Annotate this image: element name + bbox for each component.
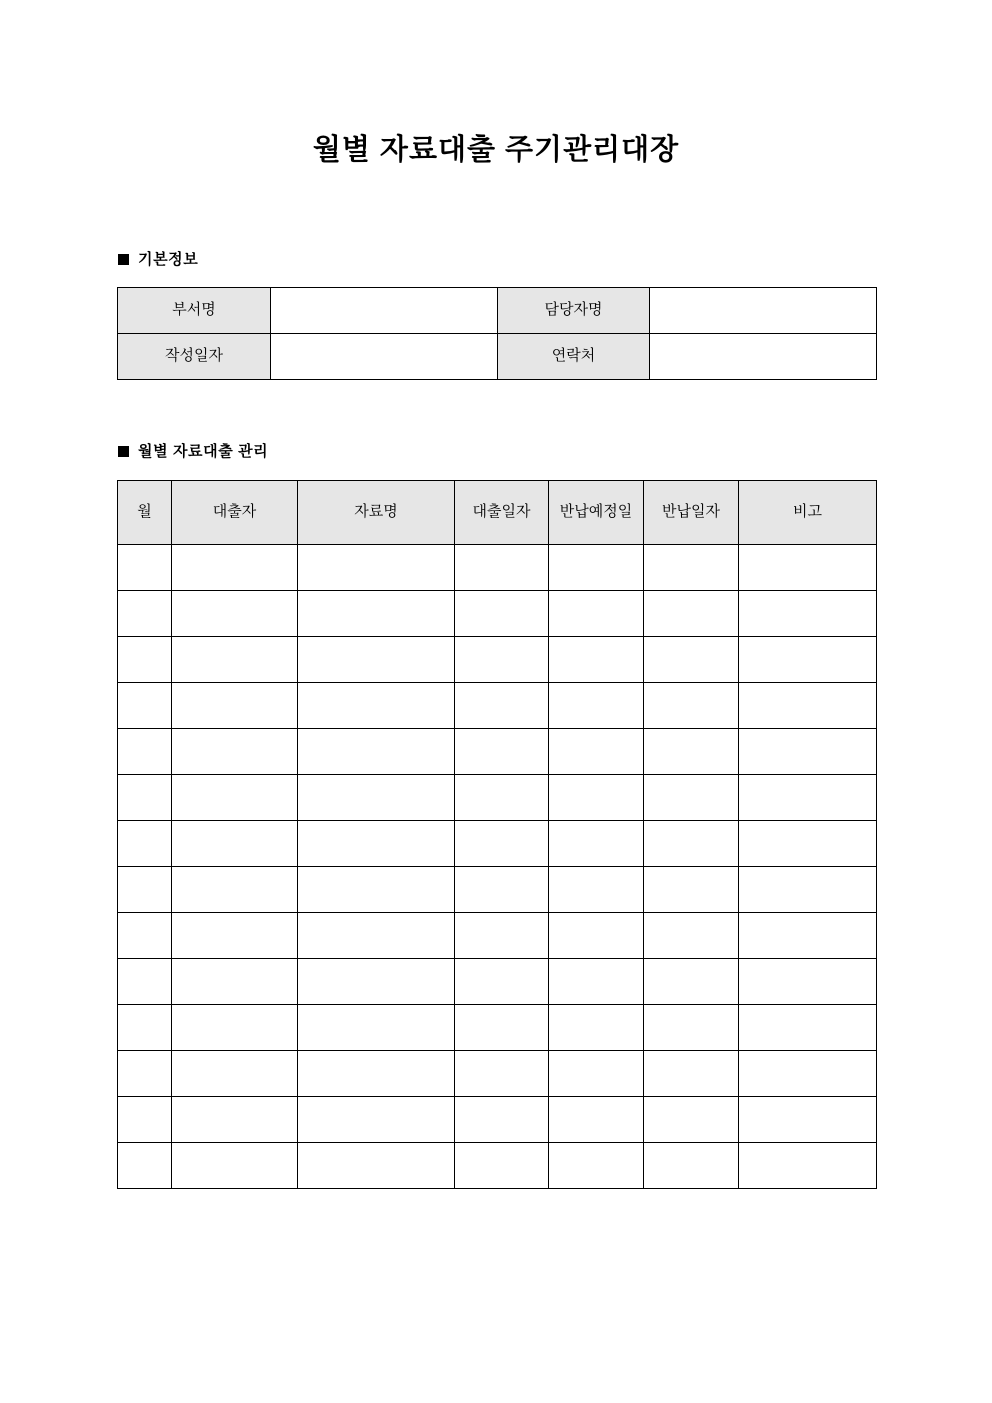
section-heading-monthly-loan	[118, 444, 268, 459]
cell-month[interactable]	[118, 637, 172, 683]
basic-info-table	[117, 287, 877, 380]
cell-borrower[interactable]	[172, 775, 298, 821]
cell-material[interactable]	[298, 867, 455, 913]
cell-return-date[interactable]	[644, 1005, 739, 1051]
cell-return-date[interactable]	[644, 775, 739, 821]
cell-return-date[interactable]	[644, 545, 739, 591]
cell-borrower[interactable]	[172, 729, 298, 775]
page-title: 월별 자료대출 주기관리대장	[312, 134, 680, 166]
cell-loan-date[interactable]	[455, 545, 549, 591]
cell-borrower[interactable]	[172, 637, 298, 683]
cell-month[interactable]	[118, 729, 172, 775]
cell-month[interactable]	[118, 545, 172, 591]
cell-borrower[interactable]	[172, 1143, 298, 1189]
table-row	[118, 867, 877, 913]
cell-material[interactable]	[298, 821, 455, 867]
field-value-written-date[interactable]	[271, 334, 498, 380]
table-row	[118, 1143, 877, 1189]
cell-borrower[interactable]	[172, 1051, 298, 1097]
cell-due-date[interactable]	[549, 729, 644, 775]
cell-borrower[interactable]	[172, 867, 298, 913]
table-row	[118, 775, 877, 821]
cell-month[interactable]	[118, 1143, 172, 1189]
cell-loan-date[interactable]	[455, 1143, 549, 1189]
cell-return-date[interactable]	[644, 1143, 739, 1189]
cell-loan-date[interactable]	[455, 1051, 549, 1097]
cell-note[interactable]	[739, 867, 877, 913]
field-label-manager-name: 담당자명	[498, 288, 650, 334]
cell-loan-date[interactable]	[455, 591, 549, 637]
cell-note[interactable]	[739, 821, 877, 867]
table-row	[118, 637, 877, 683]
cell-borrower[interactable]	[172, 959, 298, 1005]
field-label-department: 부서명	[118, 288, 271, 334]
section-heading-monthly-loan-label: 월별 자료대출 관리	[138, 443, 269, 460]
cell-month[interactable]	[118, 775, 172, 821]
cell-due-date[interactable]	[549, 775, 644, 821]
field-value-manager-name[interactable]	[650, 288, 877, 334]
cell-due-date[interactable]	[549, 959, 644, 1005]
section-heading-basic-info	[118, 252, 198, 267]
cell-note[interactable]	[739, 1143, 877, 1189]
square-bullet-icon	[118, 446, 129, 457]
cell-note[interactable]	[739, 1097, 877, 1143]
cell-due-date[interactable]	[549, 683, 644, 729]
cell-note[interactable]	[739, 683, 877, 729]
cell-note[interactable]	[739, 545, 877, 591]
table-row	[118, 913, 877, 959]
column-header-material: 자료명	[298, 481, 455, 545]
cell-return-date[interactable]	[644, 729, 739, 775]
cell-material[interactable]	[298, 683, 455, 729]
table-row	[118, 729, 877, 775]
cell-month[interactable]	[118, 913, 172, 959]
field-value-department[interactable]	[271, 288, 498, 334]
cell-note[interactable]	[739, 591, 877, 637]
field-label-contact: 연락처	[498, 334, 650, 380]
field-label-written-date: 작성일자	[118, 334, 271, 380]
cell-loan-date[interactable]	[455, 729, 549, 775]
monthly-loan-table	[117, 480, 877, 1189]
cell-loan-date[interactable]	[455, 1097, 549, 1143]
cell-borrower[interactable]	[172, 1097, 298, 1143]
cell-material[interactable]	[298, 775, 455, 821]
cell-due-date[interactable]	[549, 1143, 644, 1189]
monthly-loan-table-body	[118, 545, 877, 1189]
cell-return-date[interactable]	[644, 1051, 739, 1097]
cell-month[interactable]	[118, 683, 172, 729]
cell-material[interactable]	[298, 591, 455, 637]
cell-material[interactable]	[298, 637, 455, 683]
table-row	[118, 545, 877, 591]
cell-note[interactable]	[739, 729, 877, 775]
section-heading-basic-info-label: 기본정보	[138, 251, 199, 268]
cell-note[interactable]	[739, 637, 877, 683]
cell-material[interactable]	[298, 545, 455, 591]
cell-month[interactable]	[118, 1051, 172, 1097]
cell-return-date[interactable]	[644, 637, 739, 683]
cell-month[interactable]	[118, 1097, 172, 1143]
cell-note[interactable]	[739, 1051, 877, 1097]
cell-material[interactable]	[298, 913, 455, 959]
table-row	[118, 959, 877, 1005]
cell-note[interactable]	[739, 1005, 877, 1051]
square-bullet-icon	[118, 254, 129, 265]
cell-borrower[interactable]	[172, 545, 298, 591]
cell-material[interactable]	[298, 1005, 455, 1051]
table-row	[118, 1097, 877, 1143]
column-header-note: 비고	[739, 481, 877, 545]
cell-due-date[interactable]	[549, 1097, 644, 1143]
table-row	[118, 591, 877, 637]
cell-month[interactable]	[118, 867, 172, 913]
table-row	[118, 1051, 877, 1097]
cell-return-date[interactable]	[644, 821, 739, 867]
cell-month[interactable]	[118, 1005, 172, 1051]
cell-note[interactable]	[739, 913, 877, 959]
cell-material[interactable]	[298, 729, 455, 775]
cell-note[interactable]	[739, 959, 877, 1005]
cell-loan-date[interactable]	[455, 775, 549, 821]
table-row	[118, 1005, 877, 1051]
cell-return-date[interactable]	[644, 959, 739, 1005]
cell-due-date[interactable]	[549, 867, 644, 913]
cell-due-date[interactable]	[549, 591, 644, 637]
cell-due-date[interactable]	[549, 913, 644, 959]
cell-loan-date[interactable]	[455, 913, 549, 959]
cell-loan-date[interactable]	[455, 821, 549, 867]
table-row	[118, 683, 877, 729]
cell-loan-date[interactable]	[455, 867, 549, 913]
column-header-month: 월	[118, 481, 172, 545]
column-header-loan-date: 대출일자	[455, 481, 549, 545]
cell-material[interactable]	[298, 959, 455, 1005]
cell-month[interactable]	[118, 591, 172, 637]
cell-due-date[interactable]	[549, 1005, 644, 1051]
cell-borrower[interactable]	[172, 683, 298, 729]
cell-loan-date[interactable]	[455, 959, 549, 1005]
field-value-contact[interactable]	[650, 334, 877, 380]
cell-month[interactable]	[118, 821, 172, 867]
cell-return-date[interactable]	[644, 913, 739, 959]
column-header-borrower: 대출자	[172, 481, 298, 545]
cell-loan-date[interactable]	[455, 683, 549, 729]
cell-due-date[interactable]	[549, 1051, 644, 1097]
cell-borrower[interactable]	[172, 591, 298, 637]
cell-material[interactable]	[298, 1143, 455, 1189]
cell-borrower[interactable]	[172, 1005, 298, 1051]
cell-loan-date[interactable]	[455, 637, 549, 683]
cell-return-date[interactable]	[644, 683, 739, 729]
table-row	[118, 821, 877, 867]
cell-borrower[interactable]	[172, 913, 298, 959]
cell-material[interactable]	[298, 1097, 455, 1143]
column-header-due-date: 반납예정일	[549, 481, 644, 545]
table-row	[118, 334, 877, 380]
cell-loan-date[interactable]	[455, 1005, 549, 1051]
cell-month[interactable]	[118, 959, 172, 1005]
table-header-row	[118, 481, 877, 545]
cell-borrower[interactable]	[172, 821, 298, 867]
table-row	[118, 288, 877, 334]
cell-material[interactable]	[298, 1051, 455, 1097]
cell-return-date[interactable]	[644, 1097, 739, 1143]
column-header-return-date: 반납일자	[644, 481, 739, 545]
cell-return-date[interactable]	[644, 867, 739, 913]
cell-note[interactable]	[739, 775, 877, 821]
cell-due-date[interactable]	[549, 821, 644, 867]
cell-return-date[interactable]	[644, 591, 739, 637]
cell-due-date[interactable]	[549, 545, 644, 591]
cell-due-date[interactable]	[549, 637, 644, 683]
